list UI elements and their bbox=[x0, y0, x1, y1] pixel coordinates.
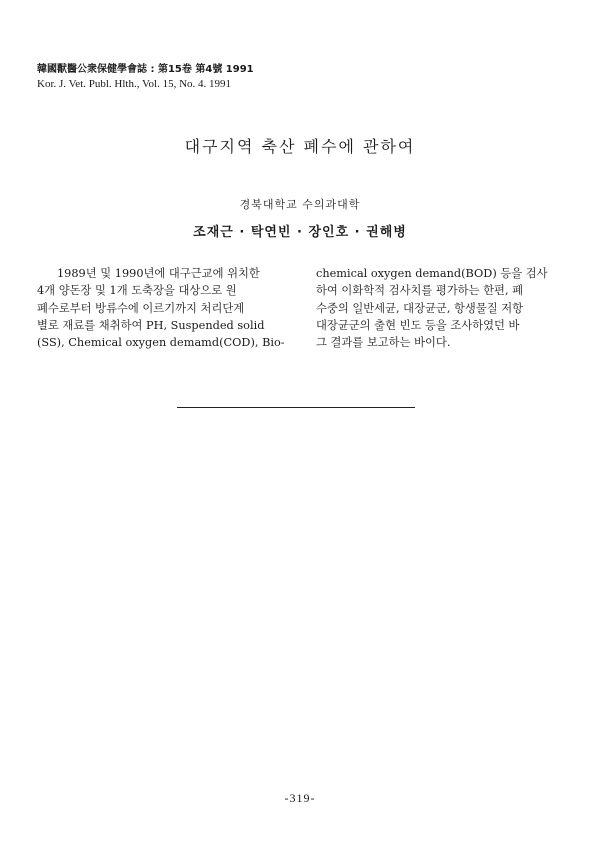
abstract-left-column bbox=[37, 265, 292, 351]
journal-citation-korean: 韓國獸醫公衆保健學會誌 : 第15卷 第4號 1991 bbox=[37, 64, 254, 75]
abstract-line: chemical oxygen demand(BOD) 등을 검사 bbox=[316, 267, 548, 280]
abstract-line: 대장균군의 출현 빈도 등을 조사하였던 바 bbox=[316, 318, 520, 332]
page-number: -319- bbox=[284, 791, 316, 805]
abstract-line: 그 결과를 보고하는 바이다. bbox=[316, 336, 451, 350]
paper-title: 대구지역 축산 폐수에 관하여 bbox=[184, 137, 416, 156]
abstract-line: 1989년 및 1990년에 대구근교에 위치한 bbox=[57, 267, 260, 280]
abstract-line: 수중의 일반세균, 대장균군, 항생물질 저항 bbox=[316, 301, 524, 315]
abstract-line: 하여 이화학적 검사치를 평가하는 한편, 폐 bbox=[316, 284, 524, 298]
affiliation: 경북대학교 수의과대학 bbox=[239, 198, 361, 211]
journal-header bbox=[37, 63, 254, 91]
abstract-line: 4개 양돈장 및 1개 도축장을 대상으로 원 bbox=[37, 284, 237, 298]
abstract-line: (SS), Chemical oxygen demamd(COD), Bio- bbox=[37, 336, 285, 350]
abstract-right-column bbox=[316, 265, 571, 351]
abstract-line: 폐수로부터 방류수에 이르기까지 처리단계 bbox=[37, 301, 245, 315]
abstract-line: 별로 재료를 채취하여 PH, Suspended solid bbox=[37, 318, 265, 332]
journal-citation-english: Kor. J. Vet. Publ. Hlth., Vol. 15, No. 4. 1991 bbox=[37, 78, 232, 90]
author-list: 조재근 · 탁연빈 · 장인호 · 권해병 bbox=[193, 225, 407, 240]
section-divider bbox=[177, 407, 415, 408]
